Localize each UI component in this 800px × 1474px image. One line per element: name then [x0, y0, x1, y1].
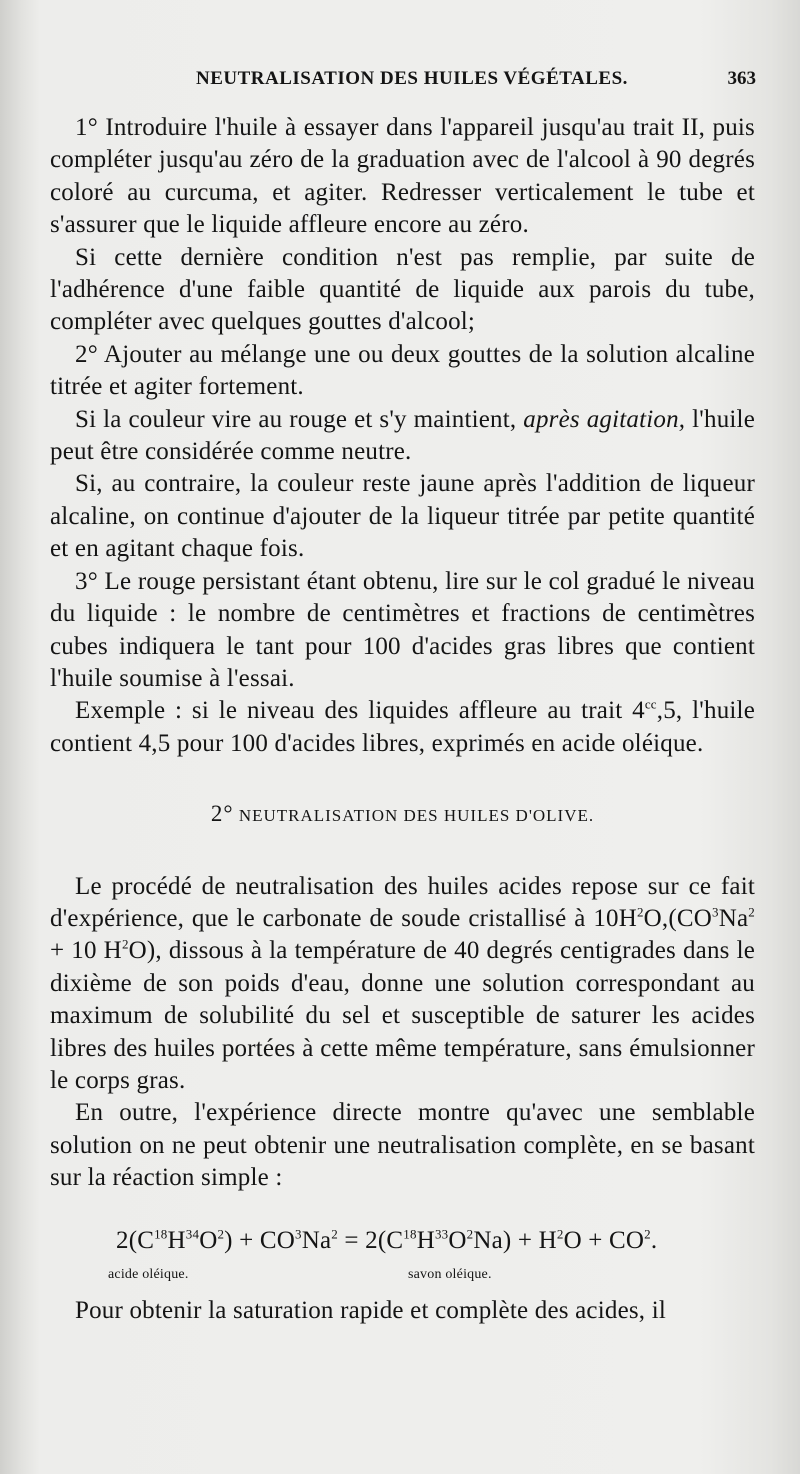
soda-formula: $10H^2O,(CO^3Na^2 + 10$ $H^2O$)	[50, 904, 755, 965]
rouge-text-end: l'huile peut être considérée comme neutre.	[50, 405, 755, 466]
paragraph: Si, au contraire, la couleur reste jaune après l'addition de liqueur alcaline, on continue d'ajouter de la liqueur titrée par petite quantité et en agitant chaque fois.	[50, 470, 755, 563]
exemple-text: Exemple : si le niveau des liquides affleure au trait 4	[75, 697, 645, 725]
exemple-continuation: l'huile contient 4,5 pour 100 d'acides libres, exprimés en acide oléique.	[50, 697, 755, 757]
paragraph: 2° Ajouter au mélange une ou deux gouttes de la solution alcaline titrée et agiter fortement.	[50, 340, 755, 401]
paragraph-start: Le procédé de neutralisation des huiles acides repose sur ce fait d'expérience, que le carbonate de soude cristallisé à	[50, 872, 755, 932]
chemical-formula: $2(C^{18}H^{34}O^2) + CO^3Na^2 = 2(C^{18}H^{33}O^2Na) + H^2O + CO^2$.	[116, 1226, 658, 1254]
running-head: NEUTRALISATION DES HUILES VÉGÉTALES.	[196, 68, 628, 89]
page-header	[48, 64, 760, 100]
paragraph: 3° Le rouge persistant étant obtenu, lire sur le col gradué le niveau du liquide : le nombre de centimètres et fractions de centimètres cubes indiquera le tant pour 100 d'acides gras libres que contient l'huile soumise à l'essai.	[50, 567, 755, 692]
paragraph	[50, 695, 755, 760]
section-heading: NEUTRALISATION DES HUILES D'OLIVE.	[238, 806, 595, 826]
paragraph	[50, 871, 755, 1098]
paragraph-rest: , dissous à la température de 40 degrés centigrades dans le dixième de son poids d'eau, donne une solution correspondant au maximum de solubilité du sel et susceptible de saturer les acides libres des huiles portées à cette même température, sans émulsionner le corps gras.	[50, 937, 756, 1094]
paragraph	[50, 404, 755, 469]
rouge-text-italic: après agitation,	[523, 405, 686, 433]
caption-soap: savon oléique.	[408, 1266, 492, 1282]
caption-acid: acide oléique.	[108, 1266, 189, 1282]
paragraph: En outre, l'expérience directe montre qu'avec une semblable solution on ne peut obtenir une neutralisation complète, en se basant sur la réaction simple :	[50, 1099, 755, 1192]
rouge-text-start: Si la couleur vire au rouge et s'y maintient,	[75, 405, 517, 433]
paragraph: Si cette dernière condition n'est pas remplie, par suite de l'adhérence d'une faible quantité de liquide aux parois du tube, compléter avec quelques gouttes d'alcool;	[50, 243, 755, 336]
page-number: 363	[727, 68, 756, 89]
section-title	[50, 798, 755, 832]
paragraph: 1° Introduire l'huile à essayer dans l'appareil jusqu'au trait II, puis compléter jusqu'au zéro de la graduation avec de l'alcool à 90 degrés coloré au curcuma, et agiter. Redresser verticalement le tube et s'assurer que le liquide affleure encore au zéro.	[50, 114, 755, 239]
section-number: 2°	[210, 801, 234, 827]
reaction-equation	[50, 1225, 755, 1281]
exemple-value: ,5,	[656, 697, 683, 725]
body-text	[50, 112, 755, 1327]
paragraph: Pour obtenir la saturation rapide et complète des acides, il	[75, 1296, 666, 1324]
exemple-unit: cc	[644, 696, 657, 712]
